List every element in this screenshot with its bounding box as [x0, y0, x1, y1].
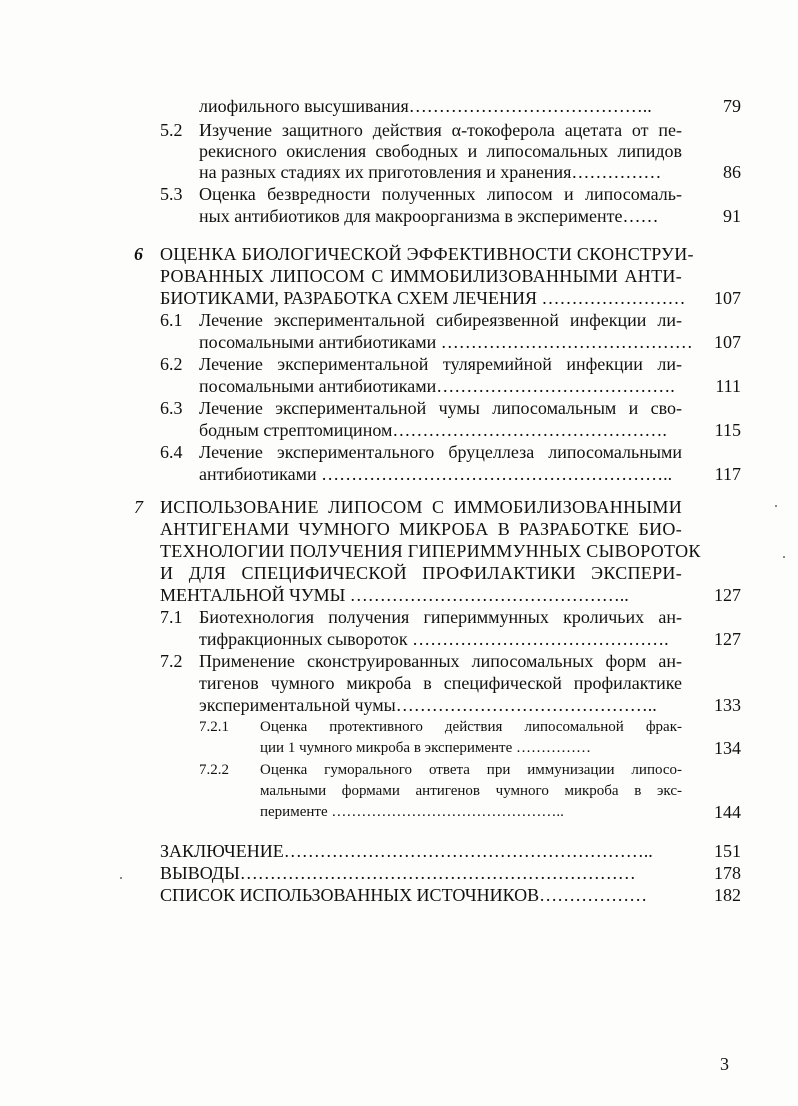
scan-speck [783, 556, 785, 558]
toc-page-findings: 178 [714, 863, 741, 883]
toc-page-7-1: 127 [714, 629, 741, 649]
toc-entry-7-1-line1: Биотехнология получения гипериммунных кроличьих ан- [199, 607, 682, 627]
toc-entry-7-2-2-line3: перименте ……………………………………….. [260, 804, 564, 820]
toc-chapter-7-line4: И ДЛЯ СПЕЦИФИЧЕСКОЙ ПРОФИЛАКТИКИ ЭКСПЕРИ- [160, 563, 682, 583]
toc-entry-5-2-line2: рекисного окисления свободных и липосомальных липидов [199, 141, 682, 161]
toc-entry-5-3-line1: Оценка безвредности полученных липосом и липосомаль- [199, 184, 682, 204]
toc-num-5-3: 5.3 [160, 184, 183, 204]
toc-entry-6-4-line1: Лечение экспериментального бруцеллеза липосомальными [199, 442, 682, 462]
toc-num-6-1: 6.1 [160, 310, 183, 330]
toc-sources: СПИСОК ИСПОЛЬЗОВАННЫХ ИСТОЧНИКОВ……………… [160, 885, 648, 905]
toc-num-7-1: 7.1 [160, 607, 183, 627]
toc-page-6-2: 111 [715, 376, 741, 396]
toc-chapter-7-line1: ИСПОЛЬЗОВАНИЕ ЛИПОСОМ С ИММОБИЛИЗОВАННЫМИ [160, 497, 682, 517]
toc-entry-5-3-line2: ных антибиотиков для макроорганизма в эксперименте…… [199, 206, 659, 226]
toc-entry-7-2-2-line1: Оценка гуморального ответа при иммунизации липосо- [260, 762, 682, 778]
toc-page-6-1: 107 [714, 332, 741, 352]
toc-entry-5-2-line1: Изучение защитного действия α-токоферола ацетата от пе- [199, 120, 682, 140]
toc-chapter-7-line3: ТЕХНОЛОГИИ ПОЛУЧЕНИЯ ГИПЕРИММУННЫХ СЫВОРОТОК [160, 541, 701, 561]
toc-chapter-6-line2: РОВАННЫХ ЛИПОСОМ С ИММОБИЛИЗОВАННЫМИ АНТИ- [160, 266, 682, 286]
toc-entry-5-1-line: лиофильного высушивания………………………………….. [199, 96, 652, 116]
toc-chapter-6-num: 6 [134, 244, 143, 264]
toc-chapter-7-line5: МЕНТАЛЬНОЙ ЧУМЫ ……………………………………….. [160, 585, 629, 605]
toc-page-sources: 182 [714, 885, 741, 905]
toc-entry-6-2-line1: Лечение экспериментальной туляремийной инфекции ли- [199, 354, 682, 374]
toc-num-7-2: 7.2 [160, 651, 183, 671]
toc-num-6-4: 6.4 [160, 442, 183, 462]
toc-entry-6-2-line2: посомальными антибиотиками…………………………………. [199, 376, 675, 396]
toc-entry-7-2-line2: тигенов чумного микроба в специфической профилактике [199, 673, 682, 693]
toc-chapter-7-num: 7 [134, 497, 143, 517]
toc-findings: ВЫВОДЫ………………………………………………………… [160, 863, 636, 883]
toc-page-ch7: 127 [714, 585, 741, 605]
toc-entry-6-1-line2: посомальными антибиотиками …………………………………… [199, 332, 693, 352]
page-number: 3 [720, 1054, 729, 1074]
toc-page-5-2: 86 [723, 162, 741, 182]
toc-page-5-3: 91 [723, 206, 741, 226]
toc-page-7-2: 133 [714, 695, 741, 715]
toc-chapter-6-line1: ОЦЕНКА БИОЛОГИЧЕСКОЙ ЭФФЕКТИВНОСТИ СКОНСТРУИ- [160, 244, 694, 264]
toc-num-7-2-1: 7.2.1 [199, 719, 229, 735]
toc-num-6-2: 6.2 [160, 354, 183, 374]
toc-conclusion: ЗАКЛЮЧЕНИЕ…………………………………………………….. [160, 841, 653, 861]
toc-page-7-2-1: 134 [714, 738, 741, 758]
toc-entry-6-3-line1: Лечение экспериментальной чумы липосомальным и сво- [199, 398, 682, 418]
toc-entry-7-2-2-line2: мальными формами антигенов чумного микроба в экс- [260, 783, 682, 799]
toc-entry-5-2-line3: на разных стадиях их приготовления и хранения…………… [199, 162, 662, 182]
toc-page-conclusion: 151 [714, 841, 741, 861]
toc-page-6-3: 115 [714, 420, 741, 440]
toc-entry-6-1-line1: Лечение экспериментальной сибиреязвенной инфекции ли- [199, 310, 682, 330]
scan-speck [120, 877, 122, 879]
toc-chapter-7-line2: АНТИГЕНАМИ ЧУМНОГО МИКРОБА В РАЗРАБОТКЕ БИО- [160, 519, 682, 539]
toc-page-ch6: 107 [714, 288, 741, 308]
toc-entry-6-4-line2: антибиотиками ………………………………………………….. [199, 464, 673, 484]
toc-page-6-4: 117 [714, 464, 741, 484]
toc-entry-7-2-line3: экспериментальной чумы…………………………………….. [199, 695, 657, 715]
toc-entry-7-2-line1: Применение сконструированных липосомальных форм ан- [199, 651, 682, 671]
toc-chapter-6-line3: БИОТИКАМИ, РАЗРАБОТКА СХЕМ ЛЕЧЕНИЯ …………………… [160, 288, 686, 308]
toc-num-5-2: 5.2 [160, 120, 183, 140]
toc-num-7-2-2: 7.2.2 [199, 762, 229, 778]
scan-speck [775, 505, 777, 507]
toc-page-5-1: 79 [723, 96, 741, 116]
toc-num-6-3: 6.3 [160, 398, 183, 418]
toc-entry-7-2-1-line1: Оценка протективного действия липосомальной фрак- [260, 719, 682, 735]
toc-entry-6-3-line2: бодным стрептомицином………………………………………. [199, 420, 667, 440]
toc-entry-7-1-line2: тифракционных сывороток ……………………………………. [199, 629, 669, 649]
toc-entry-7-2-1-line2: ции 1 чумного микроба в эксперименте …………… [260, 740, 592, 756]
toc-page-7-2-2: 144 [714, 802, 741, 822]
